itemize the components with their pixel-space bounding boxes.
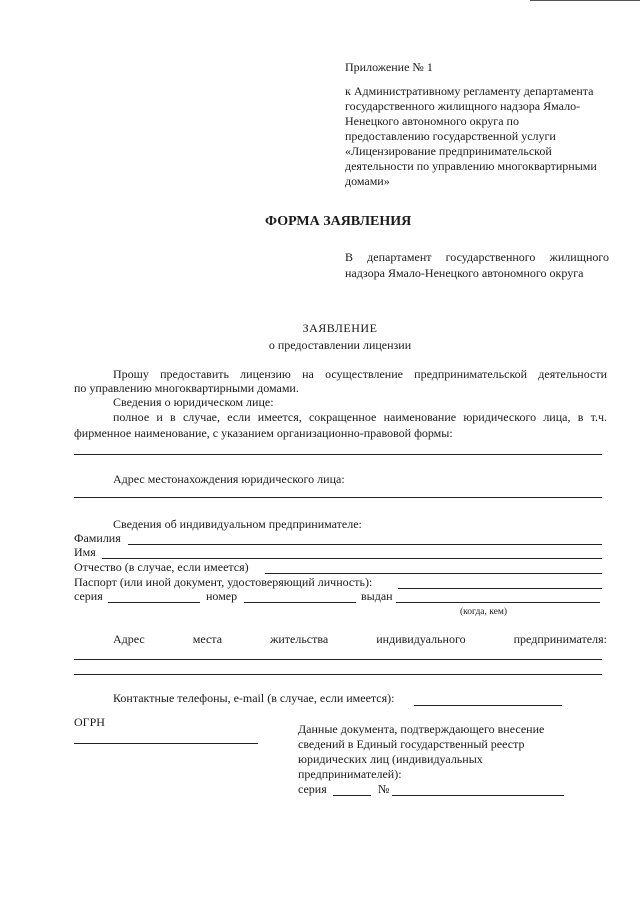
appendix-line: домами» [345, 174, 390, 188]
appendix-line: Ненецкого автономного округа по [345, 114, 519, 128]
addressee-line1: В департамент государственного жилищного [345, 250, 609, 264]
residence-field-1[interactable] [74, 659, 602, 660]
series-label: серия [74, 589, 103, 603]
residence-word: места [192, 632, 223, 646]
issued-label: выдан [361, 589, 393, 603]
application-title: ЗАЯВЛЕНИЕ [302, 321, 378, 335]
egr-line: юридических лиц (индивидуальных [298, 752, 483, 766]
surname-field[interactable] [128, 544, 602, 545]
contacts-label: Контактные телефоны, e-mail (в случае, если имеется): [113, 691, 395, 705]
egr-series-label: серия [298, 782, 327, 796]
ogrn-label: ОГРН [74, 715, 105, 729]
legal-name-line1: полное и в случае, если имеется, сокращенное наименование юридического лица, в т.ч. [113, 410, 607, 424]
appendix-line: государственного жилищного надзора Ямало- [345, 99, 581, 113]
name-field[interactable] [102, 558, 602, 559]
residence-word: жительства [270, 632, 329, 646]
residence-label [113, 632, 607, 647]
ogrn-field[interactable] [74, 743, 258, 744]
egr-text [298, 722, 598, 782]
appendix-line: деятельности по управлению многоквартирными [345, 159, 597, 173]
passport-label: Паспорт (или иной документ, удостоверяющий личность): [74, 575, 373, 589]
egr-series-field[interactable] [333, 795, 371, 796]
addressee-line2: надзора Ямало-Ненецкого автономного округа [345, 266, 584, 280]
patronymic-label: Отчество (в случае, если имеется) [74, 560, 249, 574]
scan-edge-mark [530, 0, 640, 1]
legal-name-line2: фирменное наименование, с указанием организационно-правовой формы: [74, 426, 453, 440]
ip-heading: Сведения об индивидуальном предпринимателе: [113, 517, 362, 531]
request-line1: Прошу предоставить лицензию на осуществление предпринимательской деятельности [113, 367, 607, 381]
application-subtitle: о предоставлении лицензии [268, 338, 412, 352]
surname-label: Фамилия [74, 531, 121, 545]
residence-word: индивидуального [376, 632, 466, 646]
patronymic-field[interactable] [265, 573, 602, 574]
egr-line: сведений в Единый государственный реестр [298, 737, 525, 751]
series-field[interactable] [108, 602, 200, 603]
number-label: номер [206, 589, 238, 603]
issued-note: (когда, кем) [460, 607, 508, 617]
residence-field-2[interactable] [74, 674, 602, 675]
request-line2: по управлению многоквартирными домами. [74, 381, 299, 395]
issued-field[interactable] [396, 602, 600, 603]
form-title: ФОРМА ЗАЯВЛЕНИЯ [265, 214, 412, 229]
contacts-field[interactable] [414, 705, 562, 706]
appendix-line: предоставлению государственной услуги [345, 129, 556, 143]
appendix-line: «Лицензирование предпринимательской [345, 144, 552, 158]
egr-number-label: № [378, 782, 390, 796]
legal-name-field[interactable] [74, 454, 602, 455]
name-label: Имя [74, 545, 96, 559]
number-field[interactable] [244, 602, 356, 603]
legal-entity-heading: Сведения о юридическом лице: [113, 395, 274, 409]
residence-word: предпринимателя: [513, 632, 607, 646]
residence-word: Адрес [113, 632, 145, 646]
passport-field[interactable] [398, 588, 602, 589]
appendix-text [345, 84, 625, 189]
egr-number-field[interactable] [392, 795, 564, 796]
appendix-title: Приложение № 1 [345, 60, 433, 74]
legal-address-field[interactable] [74, 497, 602, 498]
egr-line: предпринимателей): [298, 767, 402, 781]
egr-line: Данные документа, подтверждающего внесение [298, 722, 545, 736]
legal-address-label: Адрес местонахождения юридического лица: [113, 472, 345, 486]
appendix-line: к Административному регламенту департамента [345, 84, 594, 98]
